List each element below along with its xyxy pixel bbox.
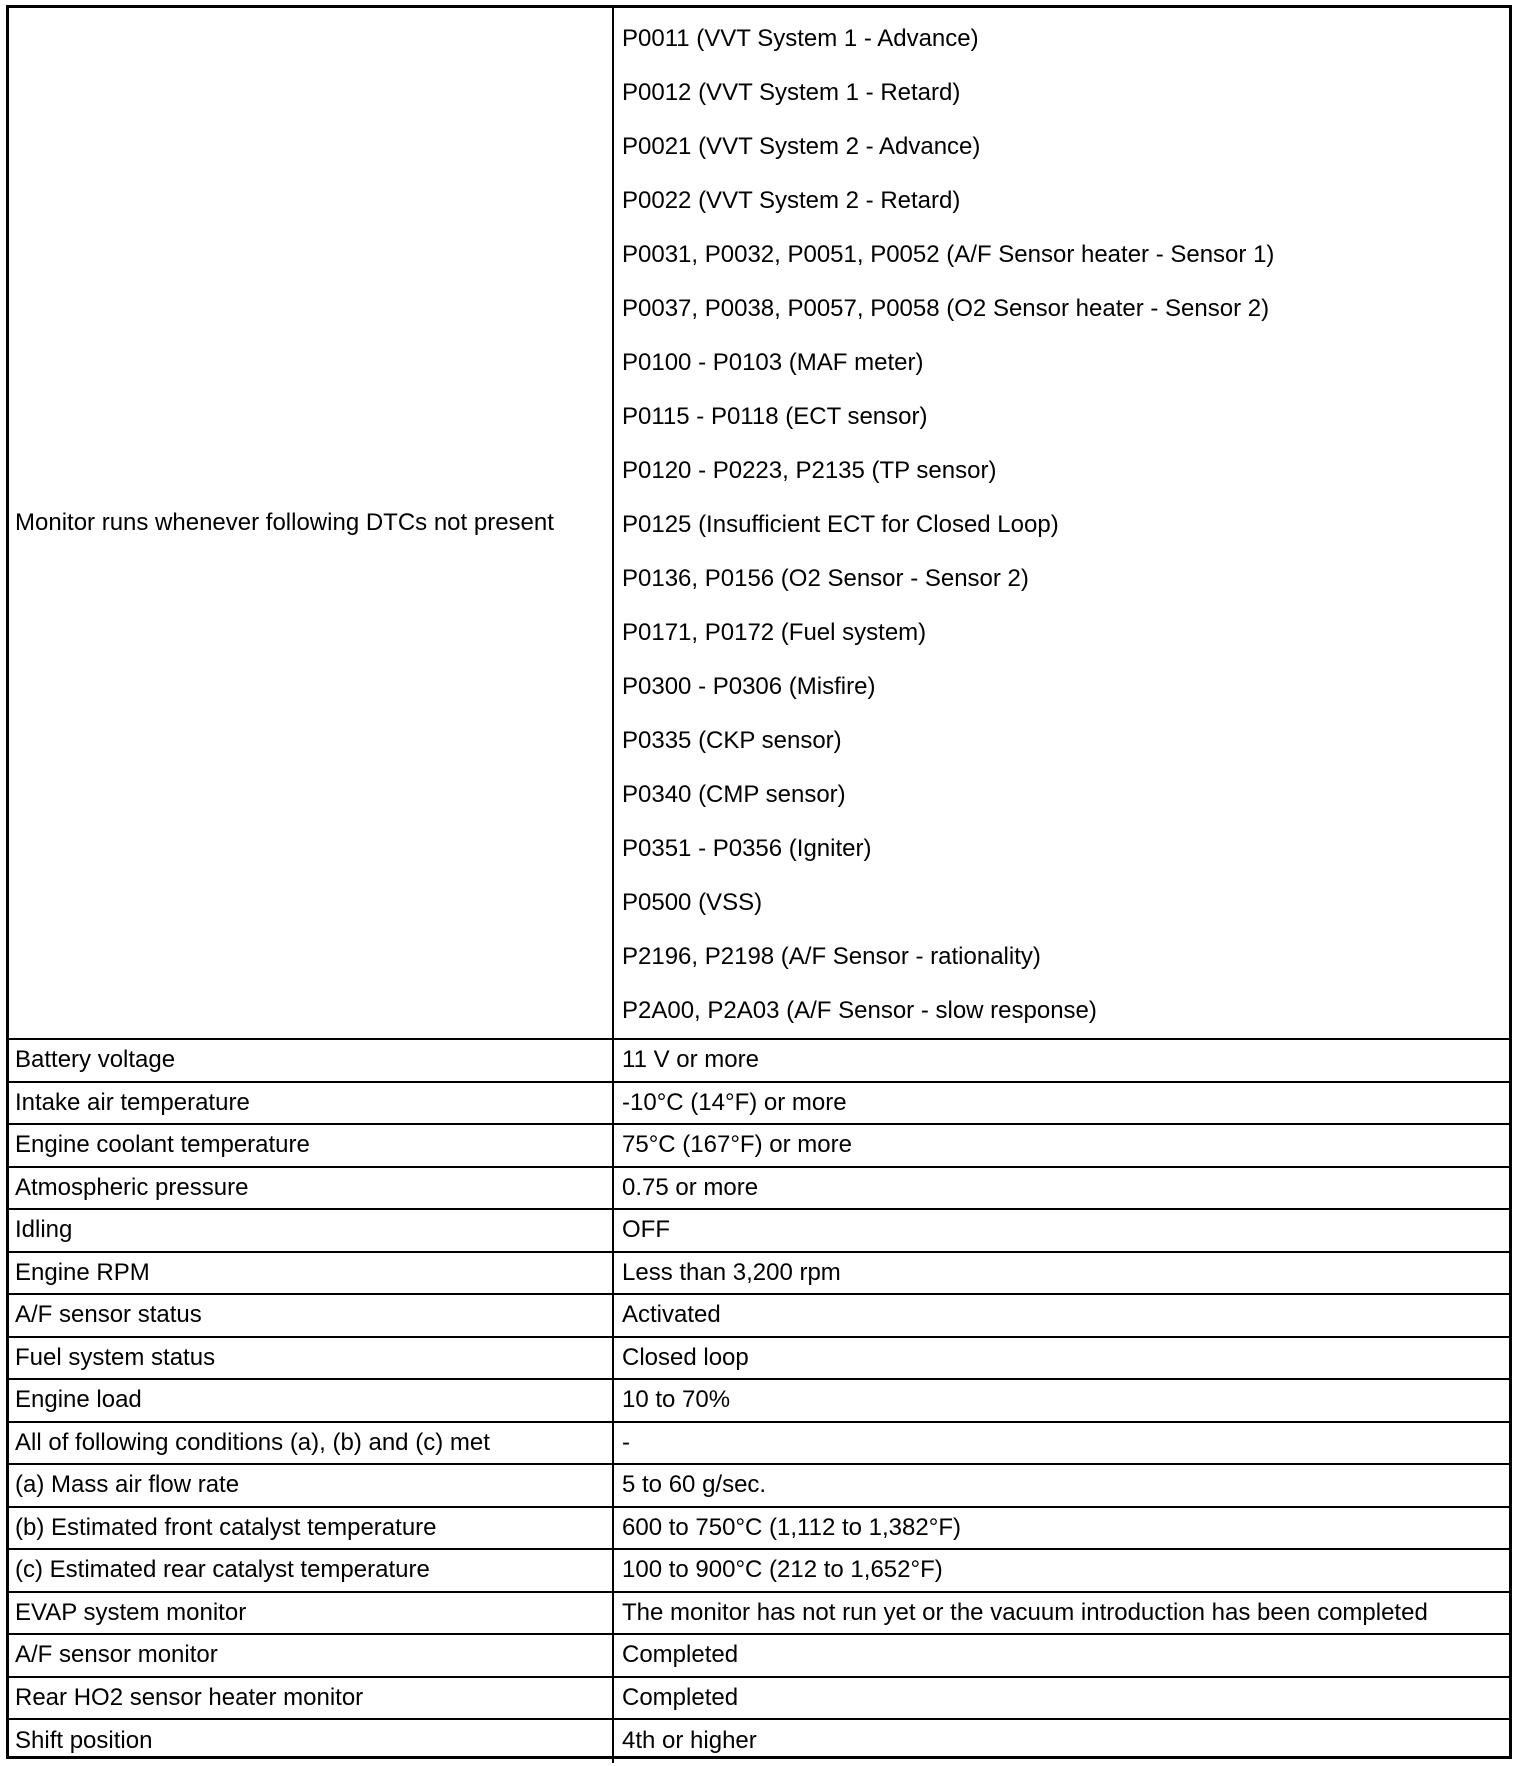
condition-value: 4th or higher <box>622 1727 757 1755</box>
table-row <box>9 1508 1509 1551</box>
table-row <box>9 1253 1509 1296</box>
dtc-item: P0120 - P0223, P2135 (TP sensor) <box>622 457 997 484</box>
dtc-item: P0011 (VVT System 1 - Advance) <box>622 25 979 52</box>
condition-value: 600 to 750°C (1,112 to 1,382°F) <box>622 1513 961 1541</box>
condition-label: (b) Estimated front catalyst temperature <box>9 1508 614 1549</box>
dtc-list <box>622 8 1274 1038</box>
condition-value: Completed <box>622 1683 739 1711</box>
dtc-item: P0335 (CKP sensor) <box>622 727 842 754</box>
condition-value: The monitor has not run yet or the vacuum introduction has been completed <box>622 1598 1428 1626</box>
dtc-item: P0300 - P0306 (Misfire) <box>622 673 876 700</box>
dtc-item: P0125 (Insufficient ECT for Closed Loop) <box>622 511 1059 538</box>
dtc-item: P0031, P0032, P0051, P0052 (A/F Sensor heater - Sensor 1) <box>622 241 1275 268</box>
dtc-item: P0340 (CMP sensor) <box>622 781 846 808</box>
table-row <box>9 1678 1509 1721</box>
table-row <box>9 1465 1509 1508</box>
dtc-item: P2196, P2198 (A/F Sensor - rationality) <box>622 943 1041 970</box>
table-row <box>9 1125 1509 1168</box>
conditions-table <box>6 5 1512 1759</box>
table-row <box>9 1168 1509 1211</box>
table-row <box>9 1635 1509 1678</box>
condition-label: Rear HO2 sensor heater monitor <box>9 1678 614 1719</box>
table-row <box>9 1593 1509 1636</box>
condition-value: OFF <box>622 1216 670 1244</box>
condition-label: A/F sensor status <box>9 1295 614 1336</box>
condition-value: 11 V or more <box>622 1046 759 1074</box>
condition-label: Atmospheric pressure <box>9 1168 614 1209</box>
dtc-item: P0115 - P0118 (ECT sensor) <box>622 403 928 430</box>
table-row <box>9 1720 1509 1763</box>
dtc-item: P0500 (VSS) <box>622 889 763 916</box>
dtc-item: P0021 (VVT System 2 - Advance) <box>622 133 981 160</box>
table-row <box>9 1295 1509 1338</box>
dtc-item: P0171, P0172 (Fuel system) <box>622 619 927 646</box>
dtc-item: P0012 (VVT System 1 - Retard) <box>622 79 961 106</box>
table-row <box>9 1338 1509 1381</box>
condition-label: Engine load <box>9 1380 614 1421</box>
condition-label: EVAP system monitor <box>9 1593 614 1634</box>
condition-label: Battery voltage <box>9 1040 614 1081</box>
table-row <box>9 1040 1509 1083</box>
condition-value: Closed loop <box>622 1343 749 1371</box>
condition-label: All of following conditions (a), (b) and (c) met <box>9 1423 614 1464</box>
condition-label: Intake air temperature <box>9 1083 614 1124</box>
dtc-item: P0037, P0038, P0057, P0058 (O2 Sensor heater - Sensor 2) <box>622 295 1270 322</box>
condition-label: Engine coolant temperature <box>9 1125 614 1166</box>
condition-value: 5 to 60 g/sec. <box>622 1471 767 1499</box>
table-row <box>9 1210 1509 1253</box>
table-row-dtc-conditions <box>9 8 1509 1040</box>
table-row <box>9 1083 1509 1126</box>
dtc-item: P0136, P0156 (O2 Sensor - Sensor 2) <box>622 565 1029 592</box>
condition-value: 75°C (167°F) or more <box>622 1131 852 1159</box>
condition-label: Engine RPM <box>9 1253 614 1294</box>
condition-label: (a) Mass air flow rate <box>9 1465 614 1506</box>
condition-value: Activated <box>622 1301 721 1329</box>
condition-value: Completed <box>622 1641 739 1669</box>
dtc-cell <box>614 8 1509 1038</box>
condition-label: Fuel system status <box>9 1338 614 1379</box>
dtc-item: P2A00, P2A03 (A/F Sensor - slow response) <box>622 997 1097 1024</box>
condition-label: Monitor runs whenever following DTCs not present <box>9 8 614 1038</box>
dtc-item: P0100 - P0103 (MAF meter) <box>622 349 924 376</box>
condition-value: 100 to 900°C (212 to 1,652°F) <box>622 1556 943 1584</box>
table-row <box>9 1380 1509 1423</box>
condition-value: -10°C (14°F) or more <box>622 1088 847 1116</box>
condition-label: Shift position <box>9 1720 614 1763</box>
condition-value: Less than 3,200 rpm <box>622 1258 841 1286</box>
table-row <box>9 1423 1509 1466</box>
dtc-item: P0022 (VVT System 2 - Retard) <box>622 187 961 214</box>
condition-label: Idling <box>9 1210 614 1251</box>
table-row <box>9 1550 1509 1593</box>
condition-label: (c) Estimated rear catalyst temperature <box>9 1550 614 1591</box>
condition-label: A/F sensor monitor <box>9 1635 614 1676</box>
condition-value: 10 to 70% <box>622 1386 731 1414</box>
dtc-item: P0351 - P0356 (Igniter) <box>622 835 872 862</box>
condition-value: - <box>622 1428 630 1456</box>
condition-value: 0.75 or more <box>622 1173 759 1201</box>
